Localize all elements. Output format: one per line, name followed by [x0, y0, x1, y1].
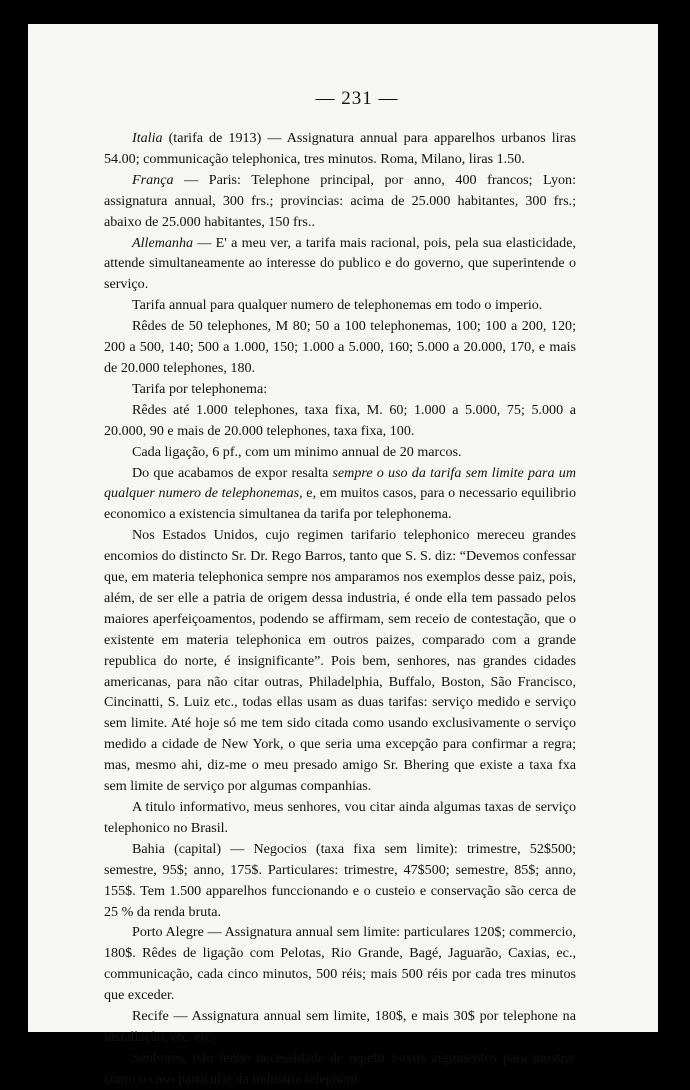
paragraph-italia: Italia (tarifa de 1913) — Assignatura annual para apparelhos urbanos liras 54.00; communicação telephonica, tres minutos. Roma, Milano, liras 1.50. [104, 130, 576, 167]
paragraph-conclusion: Do que acabamos de expor resalta sempre o uso da tarifa sem limite para um qualquer numero de telephonemas, e, em muitos casos, para o necessario equilibrio economico a existencia simultanea da tarifa por telephonema. [104, 464, 576, 523]
paragraph: Rêdes de 50 telephones, M 80; 50 a 100 telephonemas, 100; 100 a 200, 120; 200 a 500, 140; 500 a 1.000, 150; 1.000 a 5.000, 160; 5.000 a 20.000, 170, e mais de 20.000 telephones, 180. [104, 318, 576, 376]
paragraph: Porto Alegre — Assignatura annual sem limite: particulares 120$; commercio, 180$. Rêdes de ligação com Pelotas, Rio Grande, Bagé, Jaguarão, Caxias, ec., communicação, cada cinco minutos, 500 réis; mais 500 réis por cada tres minutos que exceder. [104, 924, 576, 1004]
paragraph: Cada ligação, 6 pf., com um minimo annual de 20 marcos. [132, 443, 462, 460]
paragraph: Recife — Assignatura annual sem limite, 180$, e mais 30$ por telephone na installação, etc. etc. [104, 1008, 576, 1045]
country-heading-italia: Italia [132, 130, 163, 146]
paragraph: Rêdes até 1.000 telephones, taxa fixa, M. 60; 1.000 a 5.000, 75; 5.000 a 20.000, 90 e mais de 20.000 telephones, taxa fixa, 100. [104, 401, 576, 439]
paragraph: Nos Estados Unidos, cujo regimen tarifario telephonico mereceu grandes encomios do distincto Sr. Dr. Rego Barros, tanto que S. S. diz: “Devemos confessar que, em materia telephonica sempre nos amparamos nos exemplos desse paiz, pois, além, de ser elle a patria de origem dessa industria, é onde ella tem passado pelos maiores aperfeiçoamentos, podendo se affirmam, sem receio de contestação, que o existente em materia telephonica em outros paizes, comparado com a grande republica do norte, é insignificante”. Pois bem, senhores, nas grandes cidades americanas, para não citar outras, Philadelphia, Buffalo, Boston, São Francisco, Cincinatti, S. Luiz etc., todas ellas usam as duas tarifas: serviço medido e serviço sem limite. Até hoje só me tem sido citada como usando exclusivamente o serviço medido a cidade de New York, o que seria uma excepção para confirmar a regra; mas, mesmo ahi, diz-me o meu presado amigo Sr. Bhering que existe a taxa fxa sem limite de serviço por algumas companhias. [104, 527, 576, 795]
paragraph-franca: França — Paris: Telephone principal, por anno, 400 francos; Lyon: assignatura annual, 300 frs.; provincias: acima de 25.000 habitantes, 300 frs.; abaixo de 25.000 habitantes, 150 frs.. [104, 171, 576, 230]
body-text [104, 128, 576, 1090]
paragraph: Bahia (capital) — Negocios (taxa fixa sem limite): trimestre, 52$500; semestre, 95$; anno, 175$. Particulares: trimestre, 47$500; semestre, 85$; anno, 155$. Tem 1.500 apparelhos funccionando e o custeio e conservação são cerca de 25 % da renda bruta. [104, 840, 576, 920]
book-page [28, 24, 658, 1087]
paragraph: Tarifa annual para qualquer numero de telephonemas em todo o imperio. [132, 297, 543, 314]
country-heading-allemanha: Allemanha [132, 234, 194, 251]
emphasis-text: sempre o uso da tarifa sem limite para um qualquer numero de telephonemas, [104, 464, 576, 502]
paragraph: Tarifa por telephonema: [132, 380, 268, 397]
country-heading-franca: França [132, 171, 174, 188]
paragraph-allemanha: Allemanha — E' a meu ver, a tarifa mais racional, pois, pela sua elasticidade, attende simultaneamente ao interesse do publico e do governo, que superintende o serviço. [104, 234, 576, 293]
page-number: — 231 — [315, 88, 399, 109]
paragraph: A titulo informativo, meus senhores, vou citar ainda algumas taxas de serviço telephonico no Brasil. [104, 799, 576, 836]
paragraph: Senhores, não tenho necessidade de repetir novos argumentos para mostrar como o caso particular da industria telephoni- [104, 1049, 576, 1087]
